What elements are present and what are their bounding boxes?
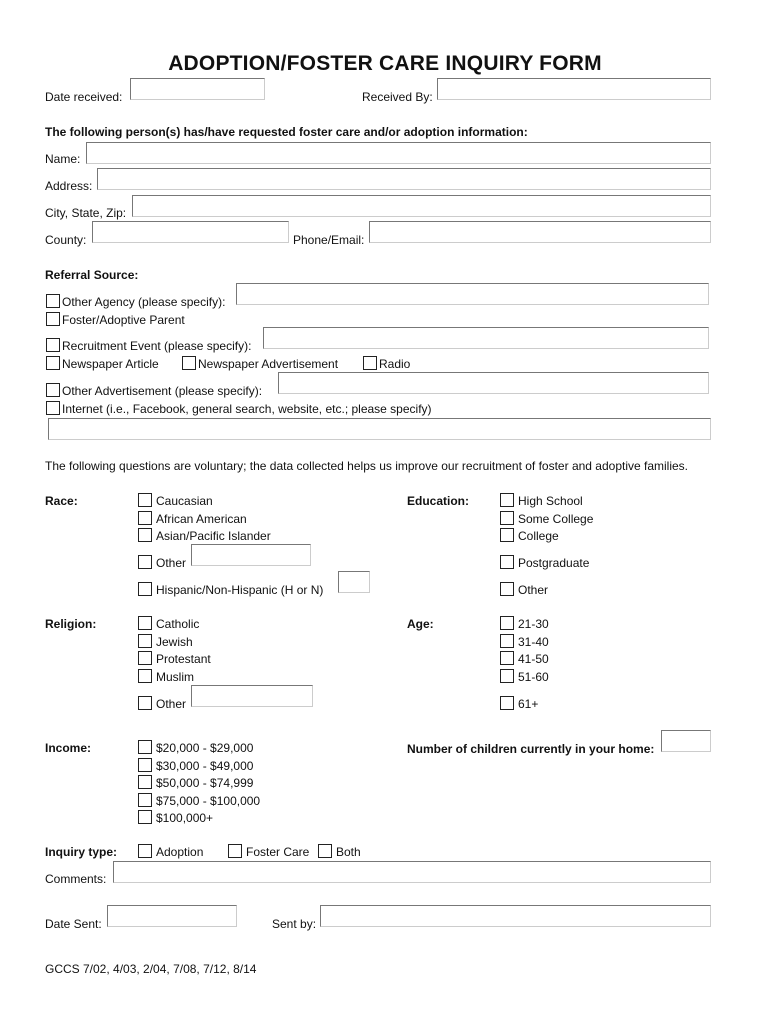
age-21-30-label: 21-30	[518, 617, 549, 631]
religion-protestant-label: Protestant	[156, 652, 211, 666]
edu-college-label: College	[518, 529, 559, 543]
edu-high-school-label: High School	[518, 494, 583, 508]
edu-some-college-label: Some College	[518, 512, 594, 526]
religion-other-field[interactable]	[191, 685, 313, 707]
other-ad-checkbox[interactable]	[46, 383, 60, 397]
income-20k-label: $20,000 - $29,000	[156, 741, 254, 755]
name-label: Name:	[45, 152, 81, 166]
name-field[interactable]	[86, 142, 711, 164]
foster-parent-label: Foster/Adoptive Parent	[62, 313, 185, 327]
inquiry-both-checkbox[interactable]	[318, 844, 332, 858]
county-field[interactable]	[92, 221, 289, 243]
newspaper-article-label: Newspaper Article	[62, 357, 159, 371]
education-label: Education:	[407, 494, 469, 508]
age-label: Age:	[407, 617, 434, 631]
recruitment-event-label: Recruitment Event (please specify):	[62, 339, 252, 353]
inquiry-foster-care-checkbox[interactable]	[228, 844, 242, 858]
age-41-50-checkbox[interactable]	[500, 651, 514, 665]
radio-checkbox[interactable]	[363, 356, 377, 370]
internet-checkbox[interactable]	[46, 401, 60, 415]
religion-label: Religion:	[45, 617, 97, 631]
edu-some-college-checkbox[interactable]	[500, 511, 514, 525]
religion-other-label: Other	[156, 697, 187, 711]
religion-catholic-checkbox[interactable]	[138, 616, 152, 630]
revision-history: GCCS 7/02, 4/03, 2/04, 7/08, 7/12, 8/14	[45, 962, 257, 976]
age-31-40-checkbox[interactable]	[500, 634, 514, 648]
income-30k-label: $30,000 - $49,000	[156, 759, 254, 773]
age-51-60-checkbox[interactable]	[500, 669, 514, 683]
newspaper-ad-checkbox[interactable]	[182, 356, 196, 370]
race-hispanic-checkbox[interactable]	[138, 582, 152, 596]
referral-heading: Referral Source:	[45, 268, 139, 282]
newspaper-ad-label: Newspaper Advertisement	[198, 357, 339, 371]
city-state-zip-field[interactable]	[132, 195, 711, 217]
religion-muslim-label: Muslim	[156, 670, 194, 684]
income-75k-checkbox[interactable]	[138, 793, 152, 807]
religion-jewish-checkbox[interactable]	[138, 634, 152, 648]
inquiry-type-label: Inquiry type:	[45, 845, 118, 859]
age-51-60-label: 51-60	[518, 670, 549, 684]
religion-protestant-checkbox[interactable]	[138, 651, 152, 665]
inquiry-adoption-checkbox[interactable]	[138, 844, 152, 858]
religion-catholic-label: Catholic	[156, 617, 200, 631]
race-hispanic-label: Hispanic/Non-Hispanic (H or N)	[156, 583, 324, 597]
city-state-zip-label: City, State, Zip:	[45, 206, 127, 220]
age-31-40-label: 31-40	[518, 635, 549, 649]
sent-by-label: Sent by:	[272, 917, 317, 931]
form-title: ADOPTION/FOSTER CARE INQUIRY FORM	[168, 52, 602, 75]
received-by-label: Received By:	[362, 90, 433, 104]
inquiry-both-label: Both	[336, 845, 361, 859]
edu-postgraduate-checkbox[interactable]	[500, 555, 514, 569]
address-field[interactable]	[97, 168, 711, 190]
income-label: Income:	[45, 741, 92, 755]
religion-other-checkbox[interactable]	[138, 696, 152, 710]
edu-postgraduate-label: Postgraduate	[518, 556, 590, 570]
race-label: Race:	[45, 494, 78, 508]
edu-other-label: Other	[518, 583, 549, 597]
comments-label: Comments:	[45, 872, 107, 886]
intro-text: The following person(s) has/have requested foster care and/or adoption information:	[45, 125, 528, 139]
edu-college-checkbox[interactable]	[500, 528, 514, 542]
voluntary-note: The following questions are voluntary; the data collected helps us improve our recruitment of foster and adoptive families.	[45, 459, 689, 473]
age-61-plus-checkbox[interactable]	[500, 696, 514, 710]
recruitment-event-field[interactable]	[263, 327, 709, 349]
comments-field[interactable]	[113, 861, 711, 883]
date-sent-label: Date Sent:	[45, 917, 102, 931]
inquiry-adoption-label: Adoption	[156, 845, 204, 859]
internet-field[interactable]	[48, 418, 711, 440]
children-field[interactable]	[661, 730, 711, 752]
race-african-american-label: African American	[156, 512, 247, 526]
edu-other-checkbox[interactable]	[500, 582, 514, 596]
income-100k-label: $100,000+	[156, 811, 214, 825]
other-agency-field[interactable]	[236, 283, 709, 305]
race-asian-label: Asian/Pacific Islander	[156, 529, 271, 543]
recruitment-event-checkbox[interactable]	[46, 338, 60, 352]
newspaper-article-checkbox[interactable]	[46, 356, 60, 370]
race-hispanic-field[interactable]	[338, 571, 370, 593]
date-sent-field[interactable]	[107, 905, 237, 927]
inquiry-foster-care-label: Foster Care	[246, 845, 310, 859]
sent-by-field[interactable]	[320, 905, 711, 927]
other-ad-field[interactable]	[278, 372, 709, 394]
income-75k-label: $75,000 - $100,000	[156, 794, 261, 808]
other-ad-label: Other Advertisement (please specify):	[62, 384, 263, 398]
internet-label: Internet (i.e., Facebook, general search, website, etc.; please specify)	[62, 402, 432, 416]
religion-muslim-checkbox[interactable]	[138, 669, 152, 683]
income-30k-checkbox[interactable]	[138, 758, 152, 772]
edu-high-school-checkbox[interactable]	[500, 493, 514, 507]
income-100k-checkbox[interactable]	[138, 810, 152, 824]
other-agency-label: Other Agency (please specify):	[62, 295, 226, 309]
phone-email-label: Phone/Email:	[293, 233, 365, 247]
age-21-30-checkbox[interactable]	[500, 616, 514, 630]
radio-label: Radio	[379, 357, 411, 371]
date-received-field[interactable]	[130, 78, 265, 100]
date-received-label: Date received:	[45, 90, 123, 104]
race-other-checkbox[interactable]	[138, 555, 152, 569]
received-by-field[interactable]	[437, 78, 711, 100]
age-41-50-label: 41-50	[518, 652, 549, 666]
income-20k-checkbox[interactable]	[138, 740, 152, 754]
phone-email-field[interactable]	[369, 221, 711, 243]
race-asian-checkbox[interactable]	[138, 528, 152, 542]
income-50k-checkbox[interactable]	[138, 775, 152, 789]
other-agency-checkbox[interactable]	[46, 294, 60, 308]
religion-jewish-label: Jewish	[156, 635, 193, 649]
race-caucasian-checkbox[interactable]	[138, 493, 152, 507]
foster-parent-checkbox[interactable]	[46, 312, 60, 326]
children-label: Number of children currently in your home:	[407, 742, 655, 756]
race-caucasian-label: Caucasian	[156, 494, 213, 508]
race-other-field[interactable]	[191, 544, 311, 566]
income-50k-label: $50,000 - $74,999	[156, 776, 254, 790]
age-61-plus-label: 61+	[518, 697, 539, 711]
race-african-american-checkbox[interactable]	[138, 511, 152, 525]
race-other-label: Other	[156, 556, 187, 570]
address-label: Address:	[45, 179, 93, 193]
county-label: County:	[45, 233, 87, 247]
